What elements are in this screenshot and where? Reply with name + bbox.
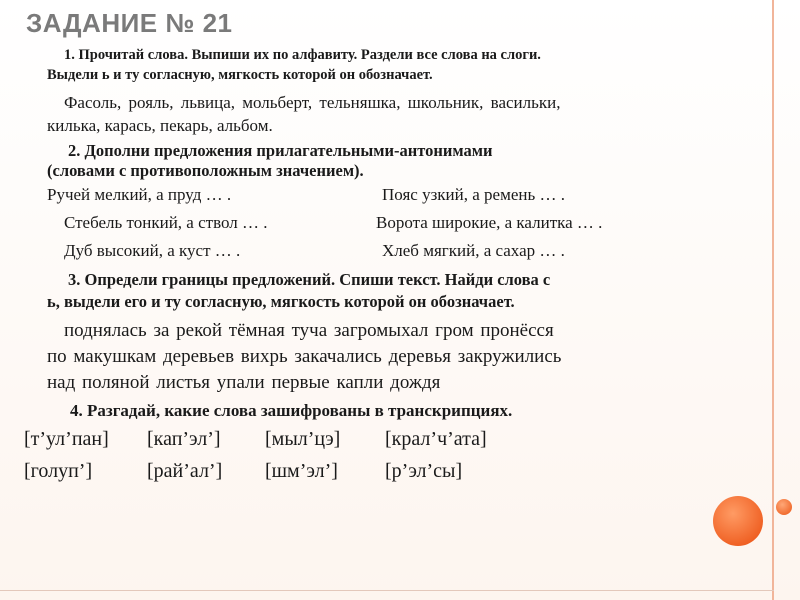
transcription-6: [рай’ал’] xyxy=(147,460,223,482)
transcription-3: [мыл’цэ] xyxy=(265,428,341,450)
transcription-1: [т’ул’пан] xyxy=(24,428,109,450)
task2-row1-right: Пояс узкий, а ремень … . xyxy=(382,185,565,204)
task2-row3-right: Хлеб мягкий, а сахар … . xyxy=(382,241,565,260)
task1-words-line2: килька, карась, пекарь, альбом. xyxy=(47,116,273,135)
orange-circle-decoration xyxy=(713,496,763,546)
small-orange-circle-decoration xyxy=(776,499,792,515)
task2-instruction-line1: 2. Дополни предложения прилагательными-антонимами xyxy=(68,141,493,160)
task1-instruction-line1: 1. Прочитай слова. Выпиши их по алфавиту. Раздели все слова на слоги. xyxy=(64,47,541,63)
task3-instruction-line2: ь, выдели его и ту согласную, мягкость которой он обозначает. xyxy=(47,292,515,311)
task1-words-line1: Фасоль, рояль, львица, мольберт, тельняшка, школьник, васильки, xyxy=(64,93,561,112)
task2-row1-left: Ручей мелкий, а пруд … . xyxy=(47,185,232,204)
transcription-2: [кап’эл’] xyxy=(147,428,221,450)
task1-instruction-line2: Выдели ь и ту согласную, мягкость которой он обозначает. xyxy=(47,67,433,83)
task2-row2-right: Ворота широкие, а калитка … . xyxy=(376,213,603,232)
transcription-5: [голуп’] xyxy=(24,460,93,482)
task3-text-line2: по макушкам деревьев вихрь закачались деревья закружились xyxy=(47,346,562,367)
slide-border-bottom xyxy=(0,590,774,591)
task3-instruction-line1: 3. Определи границы предложений. Спиши текст. Найди слова с xyxy=(68,270,551,289)
transcription-8: [р’эл’сы] xyxy=(385,460,463,482)
task2-instruction-line2: (словами с противоположным значением). xyxy=(47,161,364,180)
transcription-7: [шм’эл’] xyxy=(265,460,338,482)
task3-text-line3: над поляной листья упали первые капли дождя xyxy=(47,372,441,393)
task3-text-line1: поднялась за рекой тёмная туча загромыхал гром пронёсся xyxy=(64,320,554,341)
task2-row2-left: Стебель тонкий, а ствол … . xyxy=(64,213,268,232)
task4-heading: 4. Разгадай, какие слова зашифрованы в транскрипциях. xyxy=(70,401,513,420)
transcription-4: [крал’ч’ата] xyxy=(385,428,487,450)
slide-title: ЗАДАНИЕ № 21 xyxy=(26,8,233,38)
task2-row3-left: Дуб высокий, а куст … . xyxy=(64,241,241,260)
slide-border-right xyxy=(772,0,774,600)
